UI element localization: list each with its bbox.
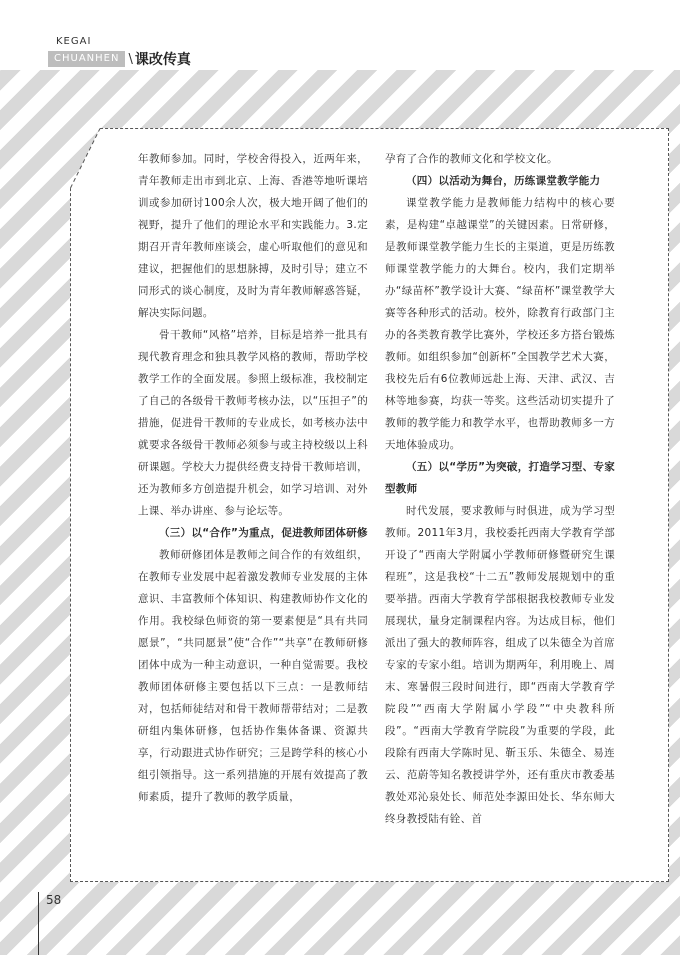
paragraph: 骨干教师“风格”培养，目标是培养一批具有现代教育理念和独具教学风格的教师，帮助学校教学工作的全面发展。参照上级标准，我校制定了自己的各级骨干教师考核办法，以“压担子”的措施，促进骨干教师的专业成长，如考核办法中就要求各级骨干教师必须参与或主持校级以上科研课题。学校大力提供经费支持骨干教师培训，还为教师多方创造提升机会，如学习培训、对外上课、举办讲座、参与论坛等。 xyxy=(138,329,368,517)
magazine-logo xyxy=(48,36,191,69)
section-heading: （四）以活动为舞台，历练课堂教学能力 xyxy=(406,175,601,187)
section-title: 课改传真 xyxy=(134,52,191,68)
paragraph: 教师研修团体是教师之间合作的有效组织，在教师专业发展中起着激发教师专业发展的主体意识、丰富教师个体知识、构建教师协作文化的作用。我校绿色师资的第一要素便是“具有共同愿景”，“共同愿景”使“合作”“共享”在教师研修团体中成为一种主动意识，一种自觉需要。我校教师团体研修主要包括以下三点：一是教师结对，包括师徒结对和骨干教师帮带结对；二是教研组内集体研修，包括协作集体备课、资源共享，行动跟进式协作研究；三是跨学科的核心小组引领指导。这一系列措施的开展有效提高了教师素质，提升了教师的教学质量， xyxy=(138,549,368,803)
logo-box-text: CHUANHEN xyxy=(48,51,125,67)
logo-separator: \ xyxy=(128,51,133,67)
left-column xyxy=(138,148,368,808)
paragraph: 时代发展，要求教师与时俱进，成为学习型教师。2011年3月，我校委托西南大学教育学部开设了“西南大学附属小学教师研修暨研究生课程班”，这是我校“十二五”教师发展规划中的重要举措。西南大学教育学部根据我校教师专业发展现状，量身定制课程内容。为达成目标，他们派出了强大的教师阵容，组成了以朱德全为首席专家的专家小组。培训为期两年，利用晚上、周末、寒暑假三段时间进行，即“西南大学教育学院段”“西南大学附属小学段”“中央教科所段”。“西南大学教育学院段”为重要的学段，此段除有西南大学陈时见、靳玉乐、朱德全、易连云、范蔚等知名教授讲学外，还有重庆市教委基教处邓沁泉处长、师范处李源田处长、华东师大终身教授陆有铨、首 xyxy=(385,505,615,825)
frame-corner xyxy=(70,128,110,198)
section-heading: （五）以“学历”为突破，打造学习型、专家型教师 xyxy=(385,461,615,495)
paragraph: 年教师参加。同时，学校舍得投入，近两年来，青年教师走出市到北京、上海、香港等地听课培训或参加研讨100余人次，极大地开阔了他们的视野，提升了他们的理论水平和实践能力。3.定期召开青年教师座谈会，虚心听取他们的意见和建议，把握他们的思想脉搏，及时引导；建立不同形式的谈心制度，及时为青年教师解惑答疑，解决实际问题。 xyxy=(138,153,368,319)
page-number: 58 xyxy=(46,893,62,907)
paragraph: 课堂教学能力是教师能力结构中的核心要素，是构建“卓越课堂”的关键因素。日常研修，是教师课堂教学能力生长的主渠道，更是历练教师课堂教学能力的大舞台。校内，我们定期举办“绿苗杯”教学设计大赛、“绿苗杯”课堂教学大赛等各种形式的活动。校外，除教育行政部门主办的各类教育教学比赛外，学校还多方搭台锻炼教师。如组织参加“创新杯”全国教学艺术大赛，我校先后有6位教师远赴上海、天津、武汉、吉林等地参赛，均获一等奖。这些活动切实提升了教师的教学能力和教学水平，也帮助教师多一方天地体验成功。 xyxy=(385,197,615,451)
logo-top-text: KEGAI xyxy=(56,36,92,47)
page-number-rule xyxy=(38,892,39,955)
right-column xyxy=(385,148,615,830)
paragraph: 孕育了合作的教师文化和学校文化。 xyxy=(385,153,558,165)
section-heading: （三）以“合作”为重点，促进教师团体研修 xyxy=(159,527,368,539)
